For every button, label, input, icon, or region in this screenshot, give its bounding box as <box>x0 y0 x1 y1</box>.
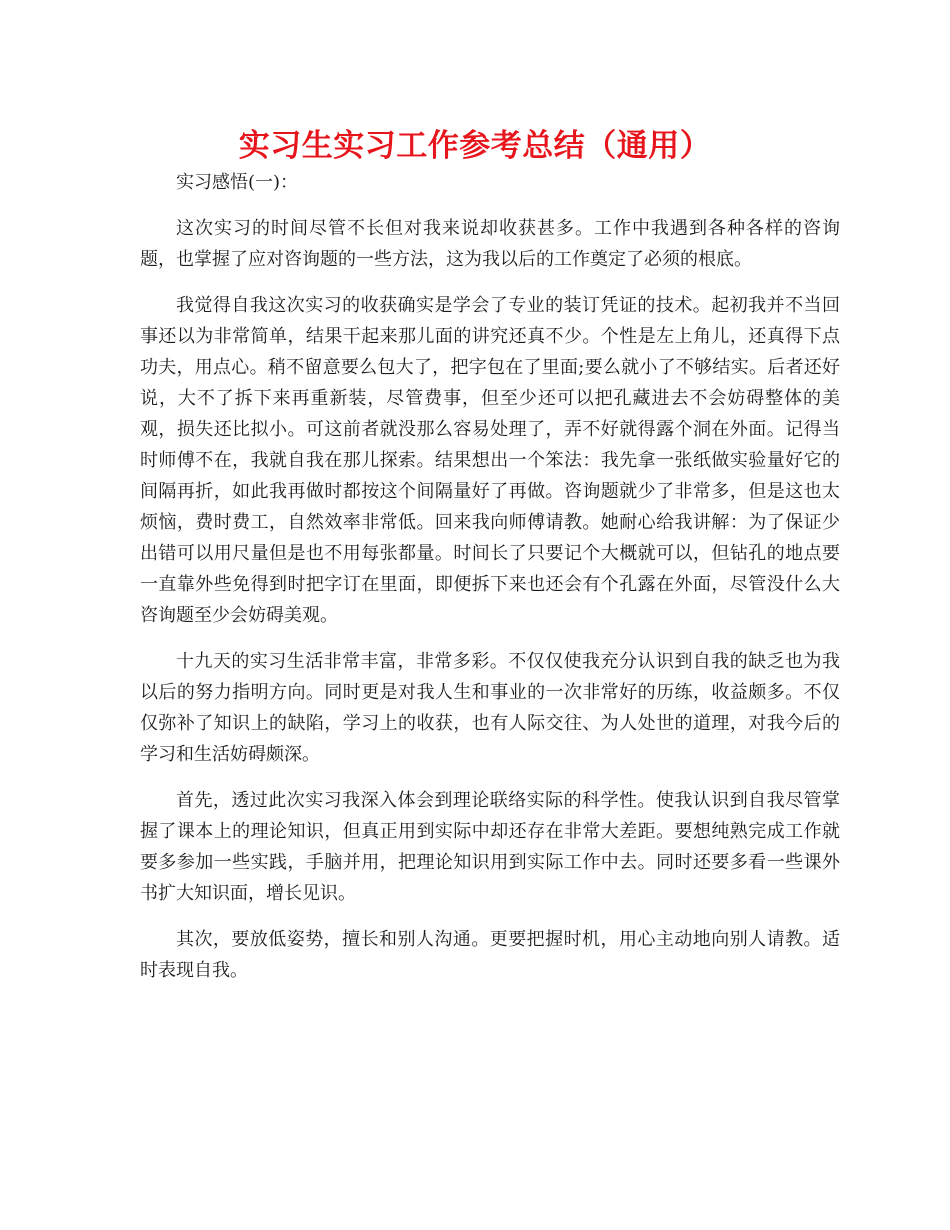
document-body <box>140 167 840 986</box>
paragraph-4: 首先，透过此次实习我深入体会到理论联络实际的科学性。使我认识到自我尽管掌握了课本上的理论知识，但真正用到实际中却还存在非常大差距。要想纯熟完成工作就要多参加一些实践，手脑并用，把理论知识用到实际工作中去。同时还要多看一些课外书扩大知识面，增长见识。 <box>140 790 840 904</box>
document-title: 实习生实习工作参考总结（通用） <box>238 128 712 164</box>
paragraph-3: 十九天的实习生活非常丰富，非常多彩。不仅仅使我充分认识到自我的缺乏也为我以后的努力指明方向。同时更是对我人生和事业的一次非常好的历练，收益颇多。不仅仅弥补了知识上的缺陷，学习上的收获，也有人际交往、为人处世的道理，对我今后的学习和生活妨碍颇深。 <box>140 651 840 765</box>
paragraph-2: 我觉得自我这次实习的收获确实是学会了专业的装订凭证的技术。起初我并不当回事还以为非常简单，结果干起来那儿面的讲究还真不少。个性是左上角儿，还真得下点功夫，用点心。稍不留意要么包大了，把字包在了里面;要么就小了不够结实。后者还好说，大不了拆下来再重新装，尽管费事，但至少还可以把孔藏进去不会妨碍整体的美观，损失还比拟小。可这前者就没那么容易处理了，弄不好就得露个洞在外面。记得当时师傅不在，我就自我在那儿探索。结果想出一个笨法：我先拿一张纸做实验量好它的间隔再折，如此我再做时都按这个间隔量好了再做。咨询题就少了非常多，但是这也太烦恼，费时费工，自然效率非常低。回来我向师傅请教。她耐心给我讲解：为了保证少出错可以用尺量但是也不用每张都量。时间长了只要记个大概就可以，但钻孔的地点要一直靠外些免得到时把字订在里面，即便拆下来也还会有个孔露在外面，尽管没什么大咨询题至少会妨碍美观。 <box>140 295 840 626</box>
paragraph-5: 其次，要放低姿势，擅长和别人沟通。更要把握时机，用心主动地向别人请教。适时表现自我。 <box>140 929 840 981</box>
section-subheading: 实习感悟(一)： <box>176 172 299 193</box>
paragraph-1: 这次实习的时间尽管不长但对我来说却收获甚多。工作中我遇到各种各样的咨询题，也掌握了应对咨询题的一些方法，这为我以后的工作奠定了必须的根底。 <box>140 218 840 270</box>
